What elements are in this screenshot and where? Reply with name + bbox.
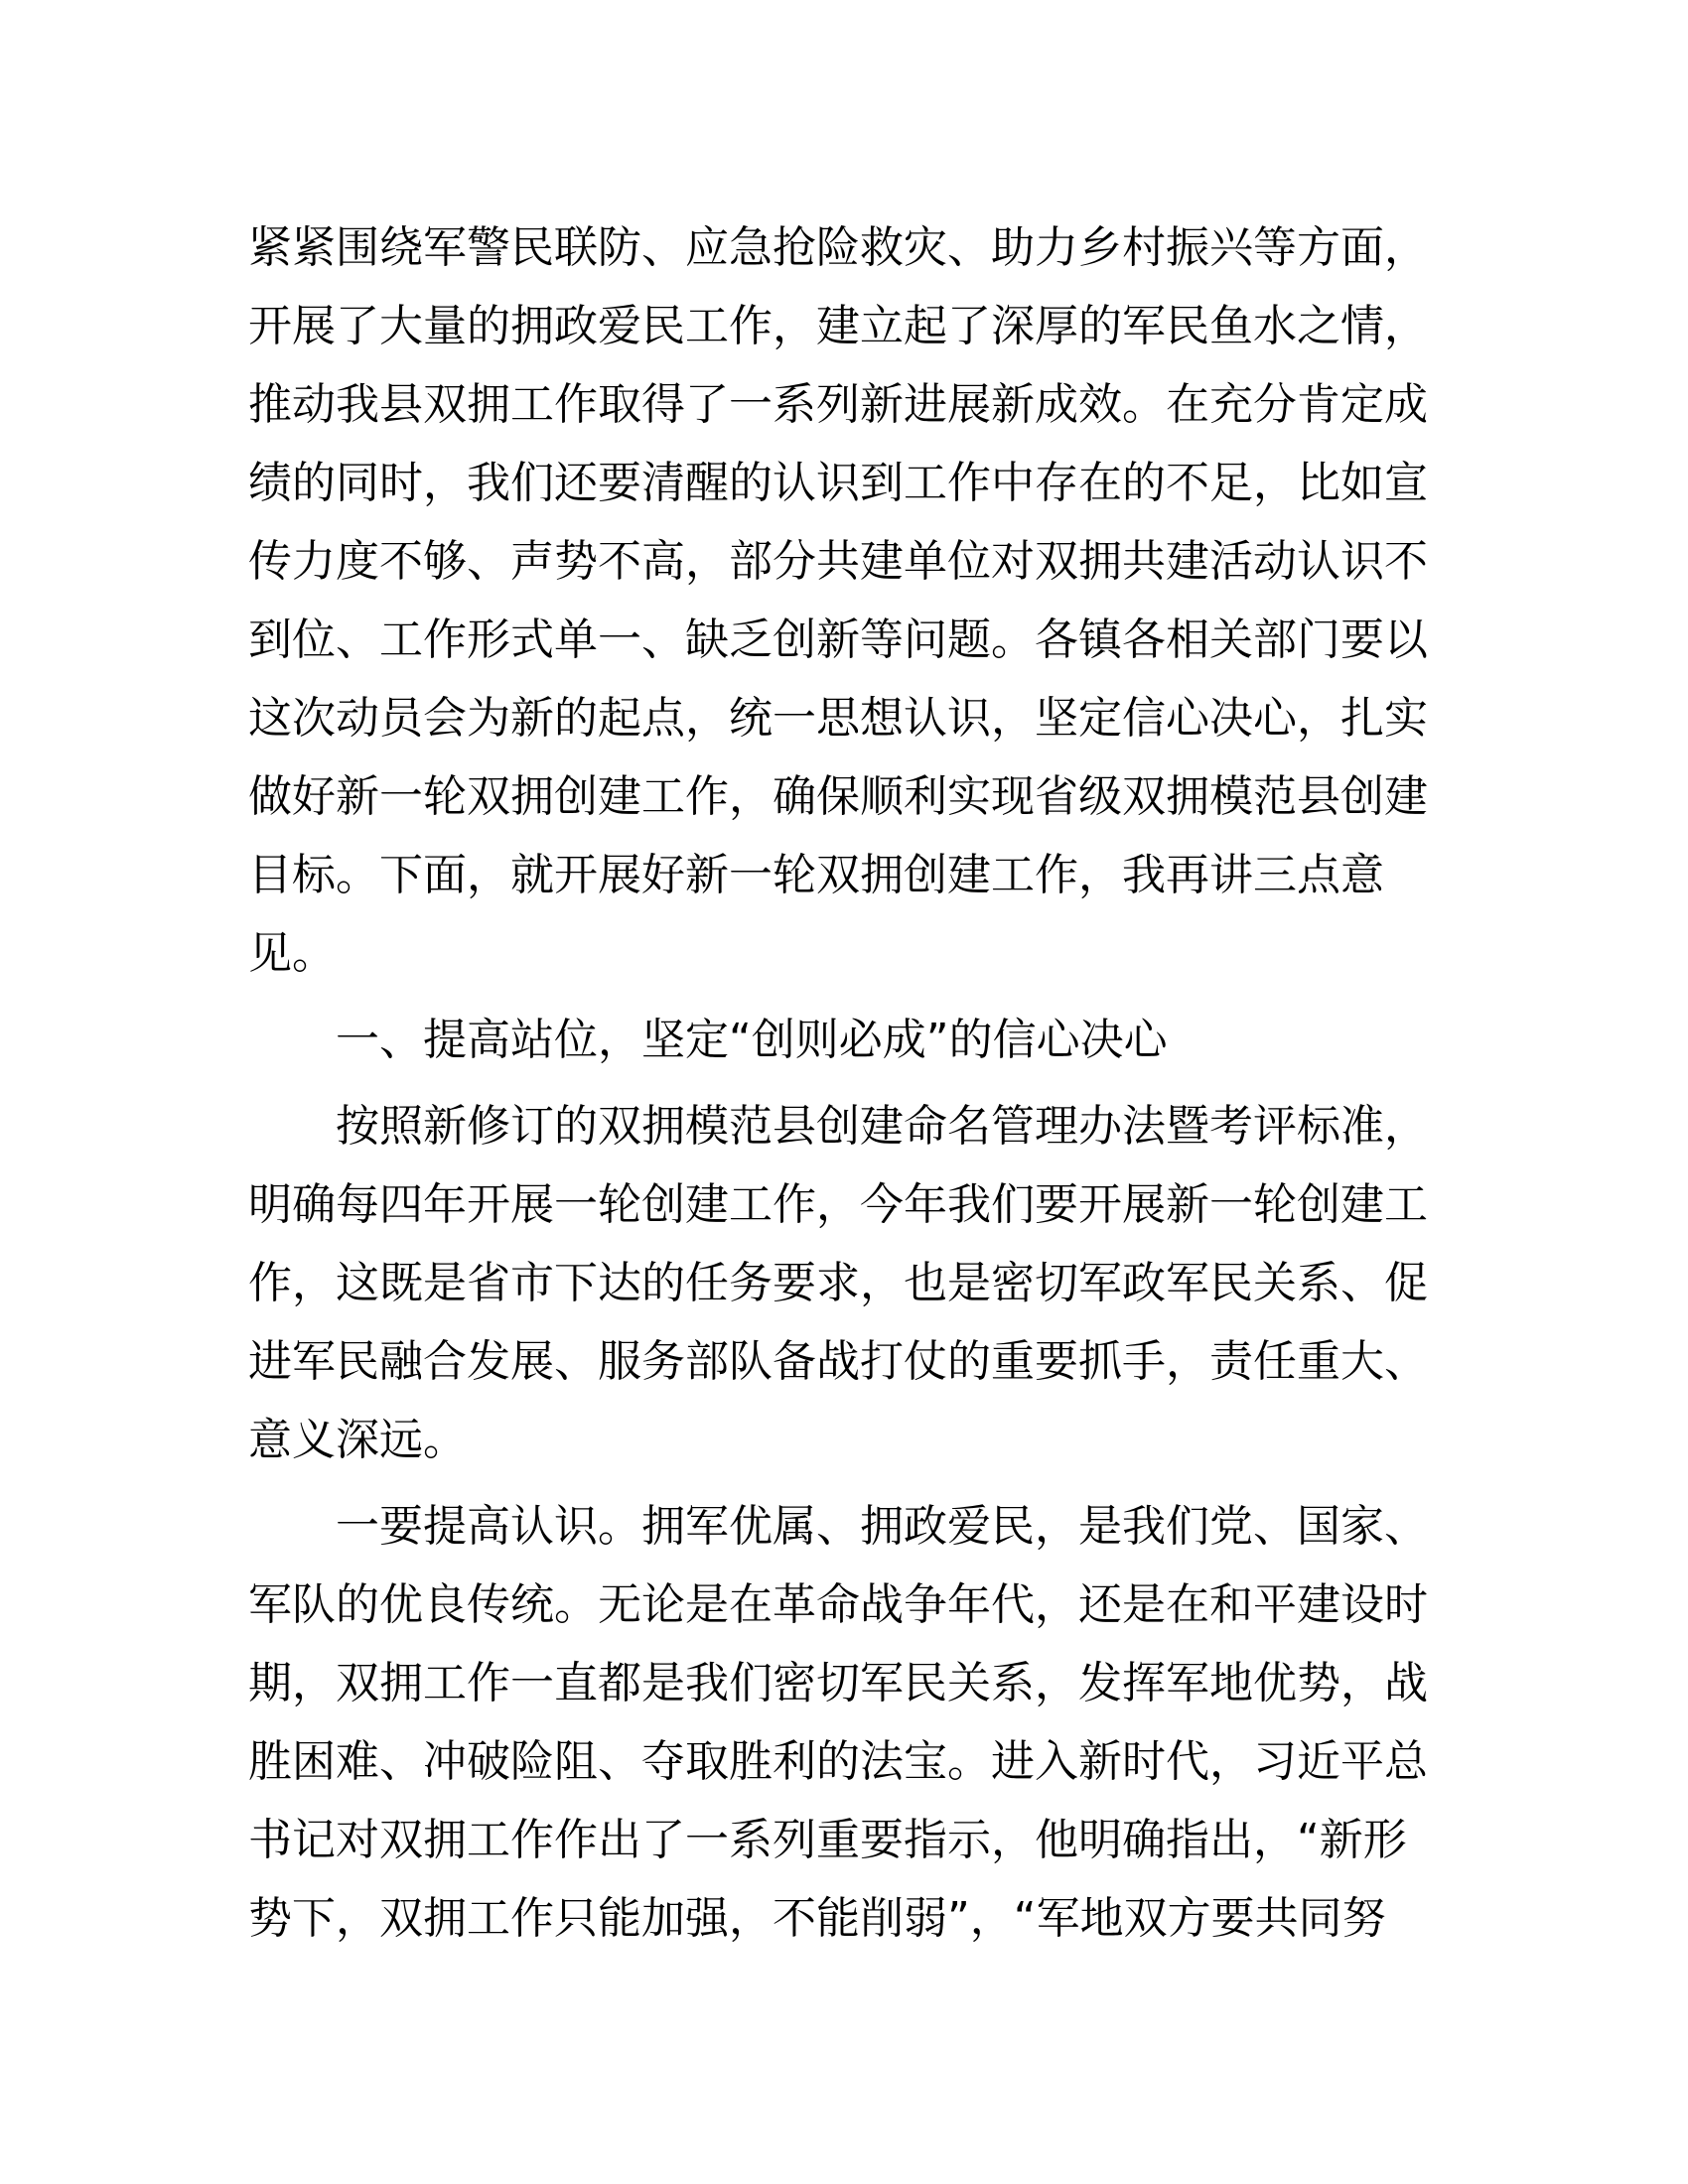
text-line: 势下，双拥工作只能加强，不能削弱”，“军地双方要共同努: [248, 1893, 1386, 1944]
section-heading-text: 一、提高站位，坚定“创则必成”的信心决心: [336, 1015, 1168, 1065]
text-line: 胜困难、冲破险阻、夺取胜利的法宝。进入新时代，习近平总: [248, 1736, 1428, 1787]
section-heading: [248, 1001, 1440, 1079]
paragraph: [248, 1487, 1440, 1958]
text-line: 意义深远。: [248, 1415, 467, 1465]
text-line: 这次动员会为新的起点，统一思想认识，坚定信心决心，扎实: [248, 693, 1428, 744]
text-line: 作，这既是省市下达的任务要求，也是密切军政军民关系、促: [248, 1258, 1428, 1308]
text-line: 书记对双拥工作作出了一系列重要指示，他明确指出，“新形: [248, 1815, 1407, 1865]
text-line: 开展了大量的拥政爱民工作，建立起了深厚的军民鱼水之情，: [248, 301, 1428, 351]
text-line: 军队的优良传统。无论是在革命战争年代，还是在和平建设时: [248, 1579, 1428, 1630]
document-body: [248, 208, 1440, 1958]
text-line: 进军民融合发展、服务部队备战打仗的重要抓手，责任重大、: [248, 1336, 1428, 1387]
text-line: 期，双拥工作一直都是我们密切军民关系，发挥军地优势，战: [248, 1658, 1428, 1708]
text-line: 按照新修订的双拥模范县创建命名管理办法暨考评标准，: [336, 1101, 1428, 1152]
paragraph-continuation: [248, 208, 1440, 993]
paragraph: [248, 1087, 1440, 1479]
text-line: 见。: [248, 928, 336, 979]
text-line: 传力度不够、声势不高，部分共建单位对双拥共建活动认识不: [248, 536, 1428, 587]
text-line: 到位、工作形式单一、缺乏创新等问题。各镇各相关部门要以: [248, 614, 1428, 665]
text-line: 推动我县双拥工作取得了一系列新进展新成效。在充分肯定成: [248, 379, 1428, 430]
text-line: 做好新一轮双拥创建工作，确保顺利实现省级双拥模范县创建: [248, 771, 1428, 822]
text-line: 明确每四年开展一轮创建工作，今年我们要开展新一轮创建工: [248, 1179, 1428, 1230]
text-line: 一要提高认识。拥军优属、拥政爱民，是我们党、国家、: [336, 1501, 1428, 1552]
text-line: 紧紧围绕军警民联防、应急抢险救灾、助力乡村振兴等方面，: [248, 222, 1428, 273]
text-line: 目标。下面，就开展好新一轮双拥创建工作，我再讲三点意: [248, 850, 1384, 900]
text-line: 绩的同时，我们还要清醒的认识到工作中存在的不足，比如宣: [248, 458, 1428, 508]
